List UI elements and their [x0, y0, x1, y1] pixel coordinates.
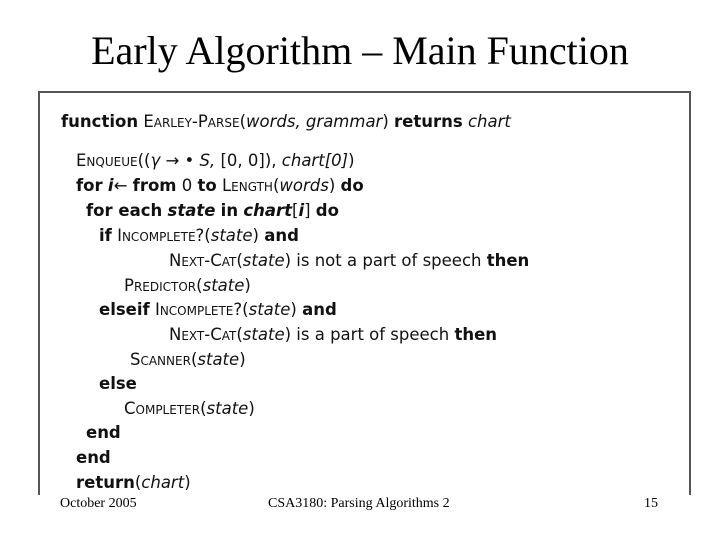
fn-length: Length [221, 176, 273, 195]
gamma-symbol: γ [150, 151, 161, 170]
code-line-else [99, 374, 137, 394]
paren: ( [134, 473, 142, 492]
keyword-else: else [99, 374, 137, 393]
var-i: i [107, 176, 114, 195]
code-line-for-each [86, 201, 339, 221]
paren: ) [248, 399, 255, 418]
arg-state: state [210, 226, 253, 245]
keyword-then: then [454, 325, 498, 344]
pseudocode-box [38, 91, 691, 495]
code-line-next-cat-is [169, 325, 497, 345]
fn-scanner: Scanner [130, 350, 191, 369]
paren: ( [236, 251, 243, 270]
paren: ( [190, 350, 198, 369]
paren: ) [252, 226, 259, 245]
var-state: state [167, 201, 216, 220]
dot-symbol: • [184, 151, 195, 170]
paren: ) [239, 350, 246, 369]
keyword-returns: returns [394, 112, 463, 131]
start-symbol: S, [199, 151, 216, 170]
paren: ( [200, 399, 207, 418]
condition-text: is not a part of speech [296, 251, 482, 270]
arg-state: state [248, 300, 291, 319]
pseudocode [40, 93, 689, 495]
paren: ) [348, 151, 355, 170]
keyword-return: return [76, 473, 135, 492]
code-line-if [99, 226, 299, 246]
footer-course: CSA3180: Parsing Algorithms 2 [268, 496, 450, 511]
keyword-from: from [132, 176, 177, 195]
paren: ( [196, 276, 203, 295]
keyword-to: to [197, 176, 217, 195]
paren: ( [236, 325, 243, 344]
params: words, grammar [246, 112, 383, 131]
paren: ( [239, 112, 246, 131]
keyword-end: end [76, 448, 111, 467]
code-line-signature [61, 112, 511, 132]
return-type: chart [467, 112, 511, 131]
paren: ) [382, 112, 389, 131]
bracket: [ [292, 201, 299, 220]
code-line-predictor [124, 276, 251, 296]
paren: ) [284, 251, 292, 270]
code-line-return [76, 473, 191, 493]
zero: 0 [181, 176, 193, 195]
arg-state: state [206, 399, 249, 418]
arg-state: state [202, 276, 245, 295]
paren: ( [242, 300, 249, 319]
keyword-function: function [61, 112, 139, 131]
paren: ) [284, 325, 292, 344]
chart-ref: chart[0] [281, 151, 349, 170]
condition-text: is a part of speech [296, 325, 450, 344]
paren: ) [184, 473, 191, 492]
keyword-for: for [76, 176, 103, 195]
footer-date: October 2005 [60, 496, 137, 511]
fn-incomplete: Incomplete? [154, 300, 243, 319]
fn-next-cat: Next-Cat [169, 251, 237, 270]
code-line-next-cat-not [169, 251, 529, 271]
arg-state: state [197, 350, 240, 369]
paren: (( [137, 151, 151, 170]
paren: ( [204, 226, 211, 245]
paren: ( [272, 176, 280, 195]
fn-completer: Completer [124, 399, 201, 418]
fn-enqueue: Enqueue [76, 151, 138, 170]
keyword-do: do [340, 176, 364, 195]
fn-next-cat: Next-Cat [169, 325, 237, 344]
footer-page-number: 15 [644, 496, 658, 511]
keyword-for-each: for each [86, 201, 163, 220]
paren: ) [328, 176, 336, 195]
arg-chart: chart [141, 473, 185, 492]
rule-arrow: → [165, 151, 180, 170]
arg-state: state [242, 325, 285, 344]
keyword-then: then [486, 251, 530, 270]
code-line-end-inner [86, 423, 121, 443]
var-i: i [298, 201, 305, 220]
keyword-and: and [264, 226, 299, 245]
slide-title: Early Algorithm – Main Function [91, 28, 629, 73]
span-indices: [0, 0]), [220, 151, 277, 170]
function-name: Earley-Parse [143, 112, 240, 131]
paren: ) [290, 300, 297, 319]
code-line-elseif [99, 300, 337, 320]
keyword-elseif: elseif [99, 300, 150, 319]
fn-incomplete: Incomplete? [117, 226, 205, 245]
code-line-end-outer [76, 448, 111, 468]
arg-state: state [242, 251, 285, 270]
arg-words: words [279, 176, 329, 195]
bracket: ] [304, 201, 311, 220]
keyword-if: if [99, 226, 112, 245]
keyword-in: in [220, 201, 239, 220]
assign-arrow: ← [113, 176, 128, 195]
paren: ) [244, 276, 251, 295]
code-line-for-i [76, 176, 364, 196]
keyword-do: do [315, 201, 339, 220]
code-line-enqueue [76, 151, 355, 171]
code-line-scanner [130, 350, 246, 370]
code-line-completer [124, 399, 255, 419]
keyword-end: end [86, 423, 121, 442]
fn-predictor: Predictor [124, 276, 197, 295]
keyword-and: and [302, 300, 337, 319]
var-chart: chart [243, 201, 293, 220]
